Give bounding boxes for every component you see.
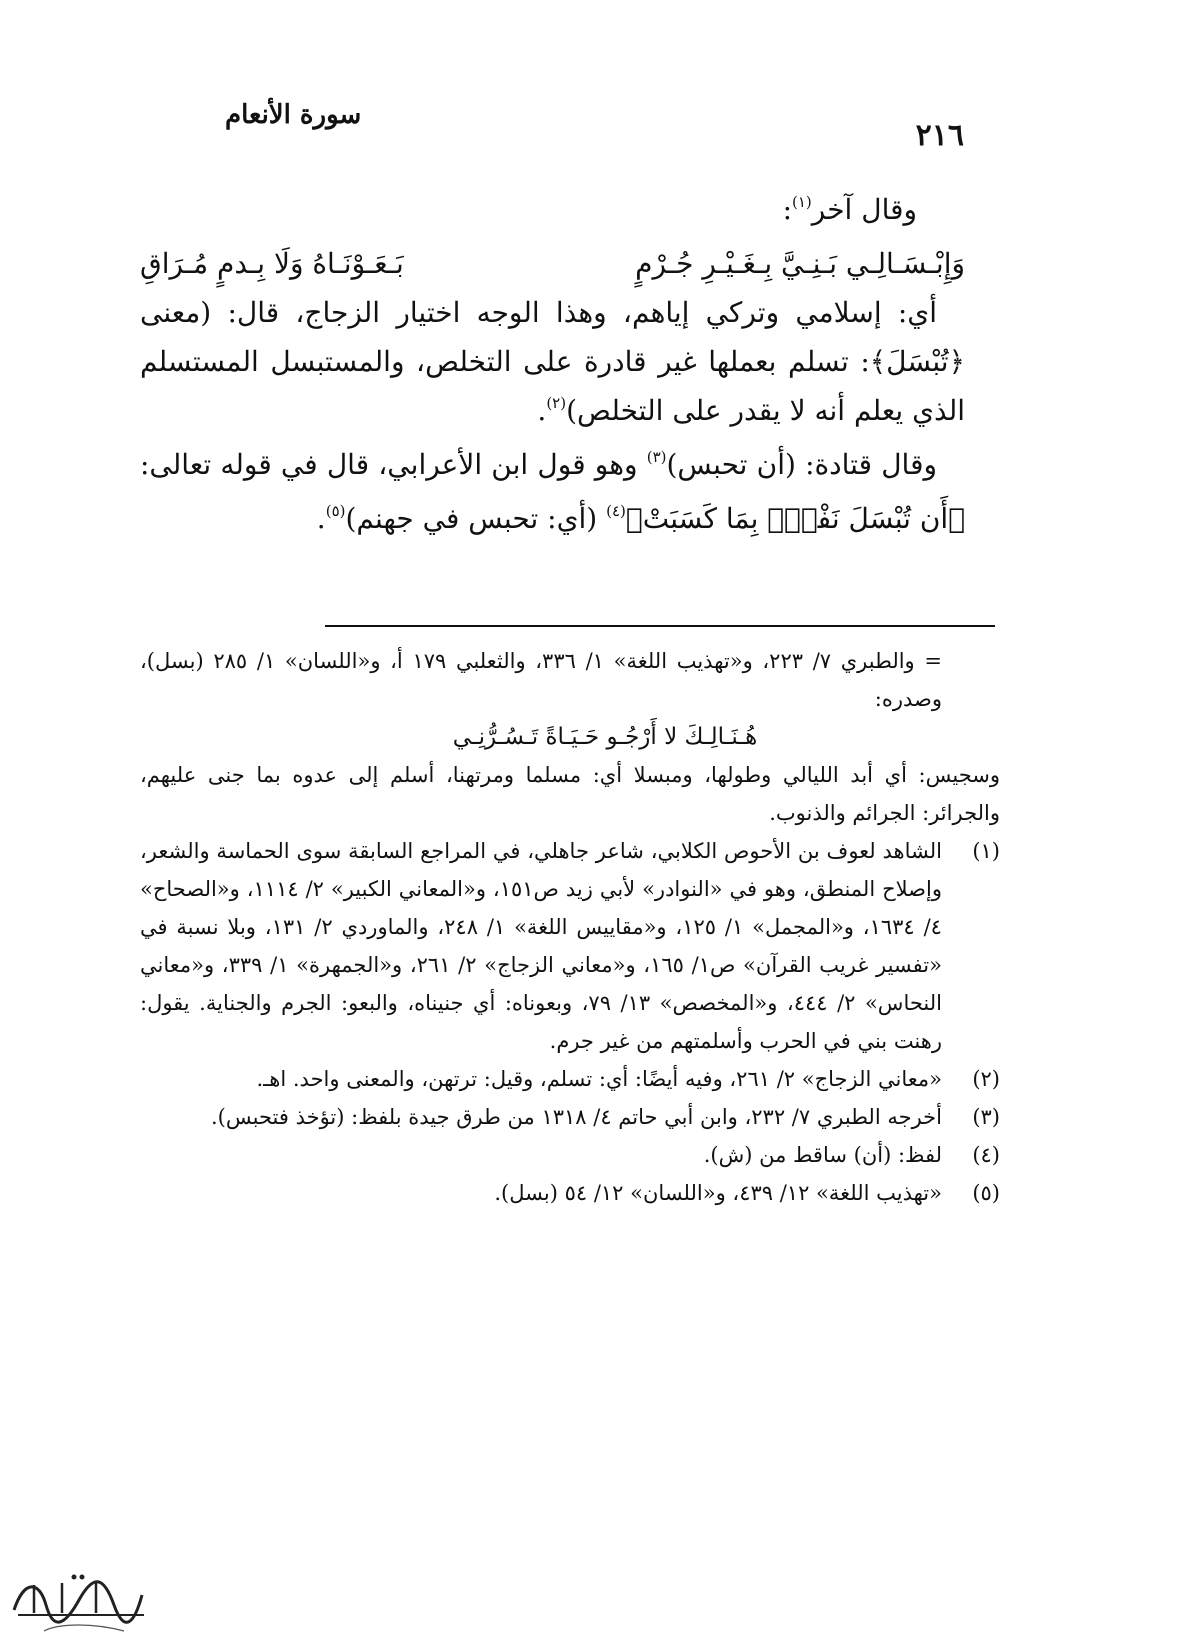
footnote-text: لفظ: (أن) ساقط من (ش).: [703, 1143, 942, 1167]
footnote-text: «تهذيب اللغة» ١٢/ ٤٣٩، و«اللسان» ١٢/ ٥٤ (بسل).: [494, 1181, 942, 1205]
intro-text: وقال آخر: [811, 193, 917, 226]
verse-hemistich-2: بَـعَـوْنَـاهُ وَلَا بِـدمٍ مُـرَاقِ: [140, 247, 404, 280]
footnote-1: [140, 832, 1000, 1060]
footnote-text: الشاهد لعوف بن الأحوص الكلابي، شاعر جاهلي، في المراجع السابقة سوى الحماسة والشعر، وإصلاح المنطق، وهو في «النوادر» لأبي زيد ص١٥١، و«المعاني الكبير» ٢/ ١١١٤، و«الصحاح» ٤/ ١٦٣٤، و«المجمل» ١/ ١٢٥، و«مقاييس اللغة» ١/ ٢٤٨، والماوردي ٢/ ١٣١، وبلا نسبة في «تفسير غريب القرآن» ص١/ ١٦٥، و«معاني الزجاج» ٢/ ٢٦١، و«الجمهرة» ١/ ٣٣٩، و«معاني النحاس» ٢/ ٤٤٤، و«المخصص» ١٣/ ٧٩، وبعوناه: أي جنيناه، والبعو: الجرم والجناية. يقول: رهنت بني في الحرب وأسلمتهم من غير جرم.: [140, 839, 942, 1053]
footnote-4: [140, 1136, 1000, 1174]
intro-line: [140, 185, 965, 239]
footnote-ref-4: (٤): [606, 502, 626, 520]
footnote-ref-5: (٥): [325, 502, 346, 520]
footnote-3: [140, 1098, 1000, 1136]
footnote-text: أخرجه الطبري ٧/ ٢٣٢، وابن أبي حاتم ٤/ ١٣١٨ من طرق جيدة بلفظ: (تؤخذ فتحبس).: [210, 1105, 942, 1129]
paragraph-2-end: .: [316, 502, 326, 535]
footnote-number: (٣): [972, 1105, 1000, 1129]
paragraph-2-text-a: وقال قتادة: (أن تحبس): [666, 448, 937, 481]
footnote-ref-2: (٢): [546, 394, 567, 412]
footnote-ref-1: (١): [792, 193, 812, 211]
footnote-text: «معاني الزجاج» ٢/ ٢٦١، وفيه أيضًا: أي: تسلم، وقيل: ترتهن، والمعنى واحد. اهـ.: [256, 1067, 942, 1091]
verse-hemistich-1: وَإِبْـسَـالِـي بَـنِـيَّ بِـغَـيْـرِ جُـرْمٍ: [635, 247, 965, 280]
page-number: ٢١٦: [915, 118, 964, 153]
surah-title: سورة الأنعام: [225, 100, 362, 130]
paragraph-2-text-c: (أي: تحبس في جهنم): [345, 502, 607, 535]
footnote-5: [140, 1174, 1000, 1212]
paragraph-2: [140, 440, 965, 548]
footnote-continuation: = والطبري ٧/ ٢٢٣، و«تهذيب اللغة» ١/ ٣٣٦، والثعلبي ١٧٩ أ، و«اللسان» ١/ ٢٨٥ (بسل)، وصدره:: [140, 649, 942, 711]
main-text: [140, 185, 965, 548]
footnote-number: (١): [972, 839, 1000, 863]
footnote-gloss: وسجيس: أي أبد الليالي وطولها، ومبسلا أي: مسلما ومرتهنا، أسلم إلى عدوه بما جنى عليهم، والجرائر: الجرائم والذنوب.: [140, 763, 1000, 825]
footnote-number: (٥): [972, 1181, 1000, 1205]
paragraph-1-text: أي: إسلامي وتركي إياهم، وهذا الوجه اختيار الزجاج، قال: (معنى ﴿تُبْسَلَ﴾: تسلم بعملها غير قادرة على التخلص، والمستبسل المستسلم الذي يعلم أنه لا يقدر على التخلص): [140, 296, 965, 427]
footnote-separator: [325, 625, 995, 627]
calligraphy-logo-icon: [4, 1565, 149, 1645]
paragraph-1-end: .: [537, 394, 547, 427]
paragraph-1: [140, 288, 965, 440]
intro-colon: :: [782, 193, 792, 226]
verse-line: [140, 239, 965, 288]
footnotes: [140, 642, 1000, 1212]
footnote-verse: هُـنَـالِـكَ لا أَرْجُـو حَـيَـاةً تَـسُـرُّنِـي: [452, 724, 758, 750]
footnote-number: (٤): [972, 1143, 1000, 1167]
footnote-2: [140, 1060, 1000, 1098]
paragraph-2-text-b: وهو قول ابن الأعرابي، قال في قوله تعالى: ﴿أَن تُبْسَلَ نَفْسٌۢ بِمَا كَسَبَتْ﴾: [140, 448, 965, 535]
footnote-ref-3: (٣): [646, 448, 667, 466]
footnote-number: (٢): [972, 1067, 1000, 1091]
